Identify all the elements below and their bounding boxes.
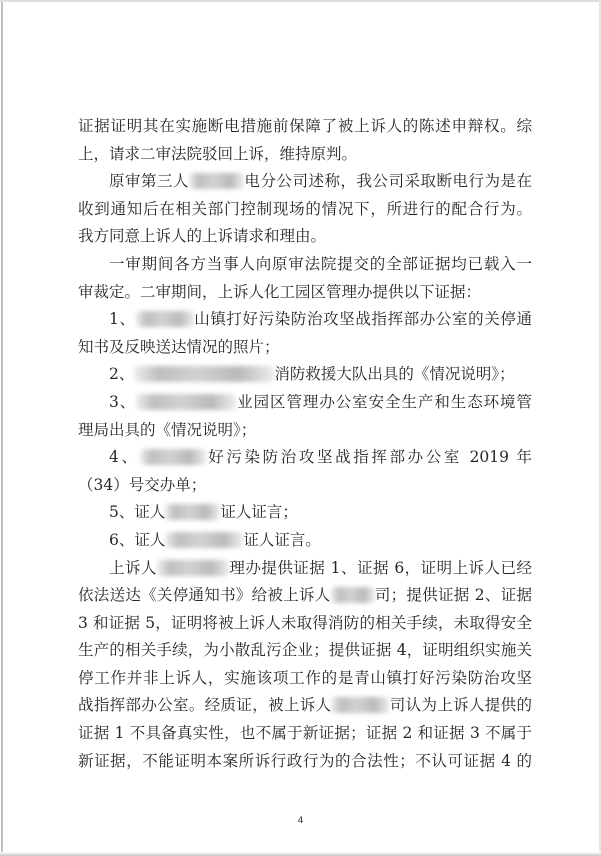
redaction-blur xyxy=(134,366,274,382)
page-number: 4 xyxy=(297,816,304,826)
line-text: 好污染防治攻坚战指挥部办公室 2019 年 xyxy=(205,448,532,467)
list-number: 2、 xyxy=(109,365,135,384)
list-number: 5、证人 xyxy=(109,503,166,522)
line-text: 证人证言。 xyxy=(243,530,321,549)
redaction-blur xyxy=(136,311,194,327)
text-line xyxy=(78,361,532,389)
line-text: 知书及反映送达情况的照片； xyxy=(78,337,280,356)
text-line xyxy=(78,113,532,141)
text-line xyxy=(78,637,532,665)
text-line xyxy=(78,444,532,472)
text-line xyxy=(78,555,532,583)
text-line xyxy=(78,499,532,527)
redaction-blur xyxy=(165,504,220,520)
line-text: 上，请求二审法院驳回上诉，维持原判。 xyxy=(78,144,358,163)
line-text: 3 和证据 5，证明将被上诉人未取得消防的相关手续，未取得安全 xyxy=(78,613,532,632)
list-number: 6、证人 xyxy=(109,530,166,549)
line-text: 生产的相关手续，为小散乱污企业；提供证据 4，证明组织实施关 xyxy=(78,641,532,660)
text-line xyxy=(78,306,532,334)
line-text: 战指挥部办公室。经质证，被上诉人 xyxy=(78,696,332,715)
line-text: 原审第三人 xyxy=(109,172,189,191)
redaction-blur xyxy=(331,697,389,713)
text-line xyxy=(78,334,532,362)
text-line xyxy=(78,582,532,610)
line-text: 审裁定。二审期间，上诉人化工园区管理办提供以下证据： xyxy=(78,282,482,301)
line-text: 山镇打好污染防治攻坚战指挥部办公室的关停通 xyxy=(193,310,532,329)
line-text: 消防救援大队出具的《情况说明》； xyxy=(274,365,515,384)
text-line xyxy=(78,168,532,196)
text-line xyxy=(78,527,532,555)
line-text: 新证据，不能证明本案所诉行政行为的合法性；不认可证据 4 的 xyxy=(78,751,532,770)
redaction-blur xyxy=(136,394,236,410)
text-line xyxy=(78,720,532,748)
line-text: 电分公司述称，我公司采取断电行为是在 xyxy=(244,172,532,191)
text-line xyxy=(78,748,532,776)
redaction-blur xyxy=(165,532,243,548)
redaction-blur xyxy=(157,560,229,576)
line-text: 司认为上诉人提供的 xyxy=(389,696,532,715)
line-text: 理办提供证据 1、证据 6，证明上诉人已经 xyxy=(228,558,532,577)
text-line xyxy=(78,472,532,500)
scan-edge-top xyxy=(0,0,601,2)
redaction-blur xyxy=(331,587,375,603)
line-text: 一审期间各方当事人向原审法院提交的全部证据均已载入一 xyxy=(109,254,532,273)
text-line xyxy=(78,251,532,279)
redaction-blur xyxy=(140,449,206,465)
text-line xyxy=(78,223,532,251)
line-text: 理局出具的《情况说明》； xyxy=(78,420,257,439)
scan-edge-left xyxy=(1,0,3,856)
text-line xyxy=(78,692,532,720)
line-text: 业园区管理办公室安全生产和生态环境管 xyxy=(236,392,532,411)
text-line xyxy=(78,389,532,417)
list-number: 1、 xyxy=(109,310,136,329)
text-line xyxy=(78,610,532,638)
line-text: 司；提供证据 2、证据 xyxy=(374,586,532,605)
line-text: 我方同意上诉人的上诉请求和理由。 xyxy=(78,227,327,246)
text-line xyxy=(78,417,532,445)
line-text: 证人证言； xyxy=(220,503,298,522)
text-line xyxy=(78,196,532,224)
scan-edge-bottom xyxy=(0,852,601,856)
document-body xyxy=(78,113,532,775)
line-text: 证据 1 不具备真实性，也不属于新证据；证据 2 和证据 3 不属于 xyxy=(78,724,532,743)
line-text: 收到通知后在相关部门控制现场的情况下，所进行的配合行为。 xyxy=(78,199,532,218)
text-line xyxy=(78,279,532,307)
list-number: 4、 xyxy=(109,448,140,467)
line-text: 停工作并非上诉人，实施该项工作的是青山镇打好污染防治攻坚 xyxy=(78,668,532,687)
text-line xyxy=(78,665,532,693)
list-number: 3、 xyxy=(109,392,137,411)
line-text: （34）号交办单； xyxy=(78,475,207,494)
line-text: 依法送达《关停通知书》给被上诉人 xyxy=(78,586,331,605)
line-text: 上诉人 xyxy=(109,558,157,577)
redaction-blur xyxy=(189,173,244,189)
line-text: 证据证明其在实施断电措施前保障了被上诉人的陈述申辩权。综 xyxy=(78,117,532,135)
text-line xyxy=(78,141,532,169)
